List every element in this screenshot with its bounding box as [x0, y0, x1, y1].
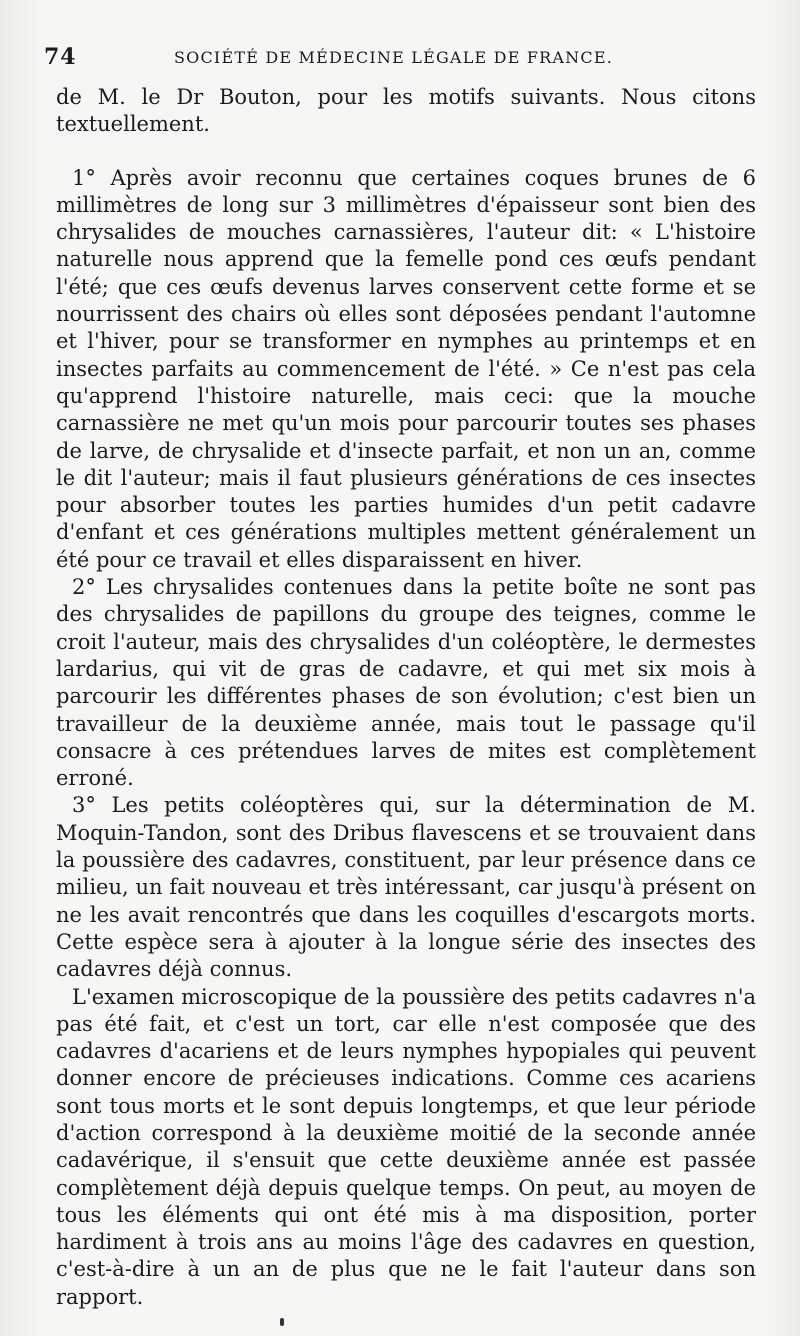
running-title: SOCIÉTÉ DE MÉDECINE LÉGALE DE FRANCE.: [174, 48, 613, 67]
intro-paragraph: de M. le Dr Bouton, pour les motifs suivants. Nous citons textuellement.: [56, 85, 756, 137]
ink-mark: [280, 1318, 284, 1326]
paragraph-3: 3° Les petits coléoptères qui, sur la détermination de M. Moquin-Tandon, sont des Dribus flavescens et se trouvaient dans la poussière des cadavres, constituent, par leur présence dans ce milieu, un fait nouveau et très intéressant, car jusqu'à présent on ne les avait rencontrés que dans les coquilles d'escargots morts. Cette espèce sera à ajouter à la longue série des insectes des cadavres déjà connus.: [56, 793, 756, 982]
running-head: [44, 44, 760, 74]
paragraph-2: 2° Les chrysalides contenues dans la petite boîte ne sont pas des chrysalides de papillons du groupe des teignes, comme le croit l'auteur, mais des chrysalides d'un coléoptère, le dermestes lardarius, qui vit de gras de cadavre, et qui met six mois à parcourir les différentes phases de son évolution; c'est bien un travailleur de la deuxième année, mais tout le passage qu'il consacre à ces prétendues larves de mites est complètement erroné.: [56, 575, 756, 791]
body-text: [56, 84, 756, 1311]
paragraph-1: 1° Après avoir reconnu que certaines coques brunes de 6 millimètres de long sur 3 millimètres d'épaisseur sont bien des chrysalides de mouches carnassières, l'auteur dit: « L'histoire naturelle nous apprend que la femelle pond ces œufs pendant l'été; que ces œufs devenus larves conservent cette forme et se nourrissent des chairs où elles sont déposées pendant l'automne et l'hiver, pour se transformer en nymphes au printemps et en insectes parfaits au commencement de l'été. » Ce n'est pas cela qu'apprend l'histoire naturelle, mais ceci: que la mouche carnassière ne met qu'un mois pour parcourir toutes ses phases de larve, de chrysalide et d'insecte parfait, et non un an, comme le dit l'auteur; mais il faut plusieurs générations de ces insectes pour absorber toutes les parties humides d'un petit cadavre d'enfant et ces générations multiples mettent généralement un été pour ce travail et elles disparaissent en hiver.: [56, 165, 756, 572]
page-number: 74: [44, 44, 77, 70]
paragraph-4: L'examen microscopique de la poussière des petits cadavres n'a pas été fait, et c'est un tort, car elle n'est composée que des cadavres d'acariens et de leurs nymphes hypopiales qui peuvent donner encore de précieuses indications. Comme ces acariens sont tous morts et le sont depuis longtemps, et que leur période d'action correspond à la deuxième moitié de la seconde année cadavérique, il s'ensuit que cette deuxième année est passée complètement déjà depuis quelque temps. On peut, au moyen de tous les éléments qui ont été mis à ma disposition, porter hardiment à trois ans au moins l'âge des cadavres en question, c'est-à-dire à un an de plus que ne le fait l'auteur dans son rapport.: [56, 984, 756, 1309]
